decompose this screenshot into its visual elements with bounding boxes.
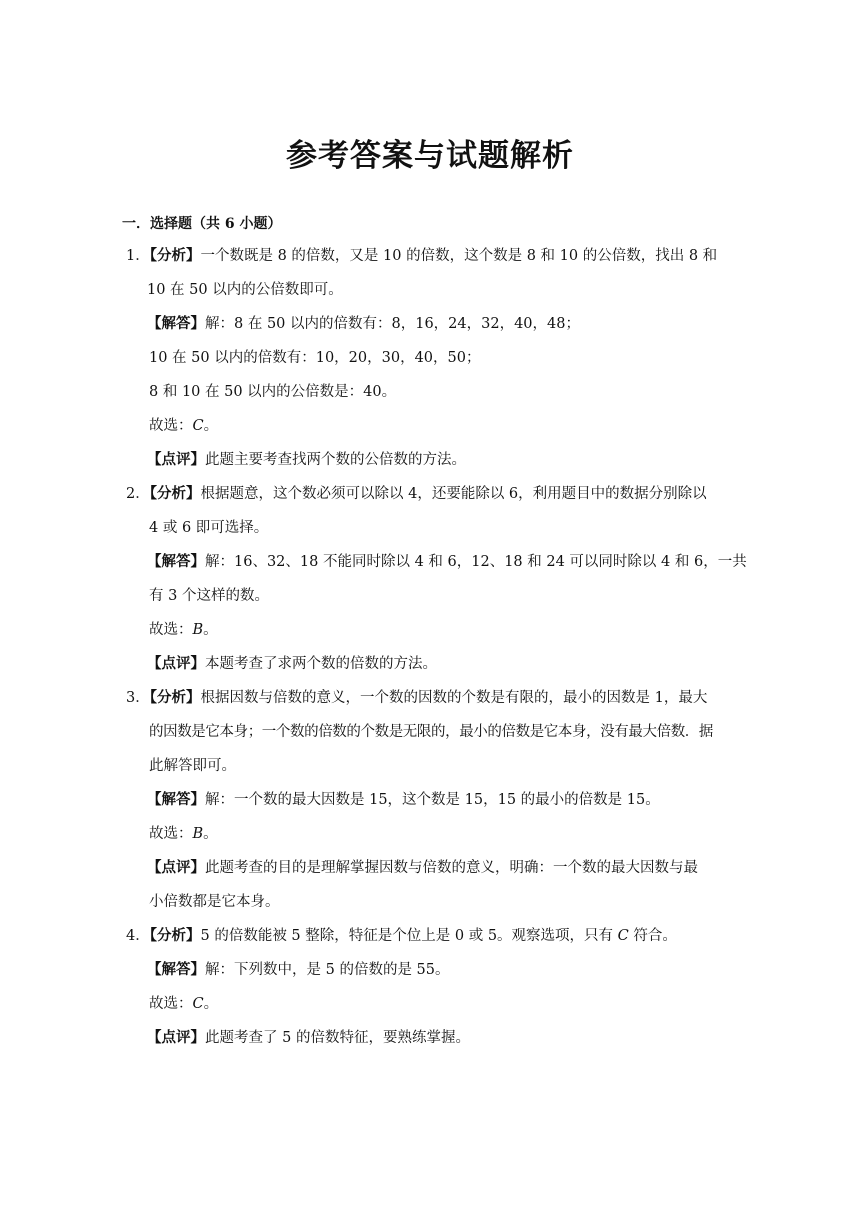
q3-solution-text: 解：一个数的最大因数是 15，这个数是 15，15 的最小的倍数是 15。 bbox=[205, 792, 660, 808]
page-title: 参考答案与试题解析 bbox=[286, 138, 574, 174]
q1-analysis-line-2: 10 在 50 以内的公倍数即可。 bbox=[147, 282, 343, 298]
q4-number: 4． bbox=[126, 928, 150, 944]
q2-solution-line-2: 有 3 个这样的数。 bbox=[149, 588, 269, 604]
q2-analysis-line-2: 4 或 6 即可选择。 bbox=[149, 520, 269, 536]
q4-solution-text: 解：下列数中，是 5 的倍数的是 55。 bbox=[205, 962, 450, 978]
q2-comment bbox=[147, 652, 437, 676]
q4-analysis-option: C bbox=[617, 928, 629, 944]
analysis-tag: 【分析】 bbox=[149, 485, 201, 502]
q1-analysis-line-1 bbox=[126, 244, 717, 268]
q2-analysis-line-1 bbox=[126, 482, 707, 506]
q2-solution-text: 解：16、32、18 不能同时除以 4 和 6，12、18 和 24 可以同时除以 4 和 6，一共 bbox=[205, 554, 747, 570]
comment-tag: 【点评】 bbox=[147, 1029, 205, 1046]
analysis-tag: 【分析】 bbox=[149, 247, 201, 264]
q4-choice bbox=[149, 992, 218, 1016]
choice-letter: C bbox=[192, 418, 204, 434]
choice-letter: B bbox=[192, 622, 204, 638]
choice-suffix: 。 bbox=[203, 418, 219, 434]
analysis-tag: 【分析】 bbox=[149, 927, 201, 944]
q3-solution-line-1 bbox=[147, 788, 660, 812]
choice-prefix: 故选： bbox=[149, 826, 193, 842]
q3-analysis-line-3: 此解答即可。 bbox=[149, 758, 236, 774]
q3-analysis-line-1 bbox=[126, 686, 707, 710]
q3-number: 3． bbox=[126, 690, 150, 706]
choice-letter: B bbox=[192, 826, 204, 842]
q4-comment-text: 此题考查了 5 的倍数特征，要熟练掌握。 bbox=[205, 1030, 470, 1046]
q4-analysis-text: 5 的倍数能被 5 整除，特征是个位上是 0 或 5。观察选项，只有 bbox=[200, 928, 618, 944]
q3-comment-line-2: 小倍数都是它本身。 bbox=[149, 894, 280, 910]
q3-comment-text: 此题考查的目的是理解掌握因数与倍数的意义，明确：一个数的最大因数与最 bbox=[205, 860, 698, 876]
q3-analysis-line-2: 的因数是它本身；一个数的倍数的个数是无限的，最小的倍数是它本身，没有最大倍数．据 bbox=[149, 724, 713, 740]
q1-solution-line-1 bbox=[147, 312, 580, 336]
comment-tag: 【点评】 bbox=[147, 859, 205, 876]
comment-tag: 【点评】 bbox=[147, 451, 205, 468]
analysis-tag: 【分析】 bbox=[149, 689, 201, 706]
choice-suffix: 。 bbox=[203, 996, 219, 1012]
q4-solution-line-1 bbox=[147, 958, 450, 982]
comment-tag: 【点评】 bbox=[147, 655, 205, 672]
choice-suffix: 。 bbox=[203, 826, 218, 842]
choice-prefix: 故选： bbox=[149, 996, 193, 1012]
q4-analysis-tail: 符合。 bbox=[628, 928, 677, 944]
q2-choice bbox=[149, 618, 218, 642]
solution-tag: 【解答】 bbox=[147, 553, 205, 570]
choice-prefix: 故选： bbox=[149, 622, 193, 638]
q1-comment bbox=[147, 448, 466, 472]
q1-solution-line-2: 10 在 50 以内的倍数有：10，20，30，40，50； bbox=[149, 350, 481, 366]
choice-suffix: 。 bbox=[203, 622, 218, 638]
choice-prefix: 故选： bbox=[149, 418, 193, 434]
q2-analysis-text: 根据题意，这个数必须可以除以 4，还要能除以 6，利用题目中的数据分别除以 bbox=[200, 486, 707, 502]
q1-solution-text: 解：8 在 50 以内的倍数有：8，16，24，32，40，48； bbox=[205, 316, 580, 332]
q1-solution-line-3: 8 和 10 在 50 以内的公倍数是：40。 bbox=[149, 384, 397, 400]
choice-letter: C bbox=[192, 996, 204, 1012]
q3-analysis-text: 根据因数与倍数的意义，一个数的因数的个数是有限的，最小的因数是 1，最大 bbox=[200, 690, 708, 706]
section-heading: 一．选择题（共 6 小题） bbox=[122, 216, 282, 232]
q2-comment-text: 本题考查了求两个数的倍数的方法。 bbox=[205, 656, 437, 672]
q1-comment-text: 此题主要考查找两个数的公倍数的方法。 bbox=[205, 452, 466, 468]
q3-comment-line-1 bbox=[147, 856, 698, 880]
q2-solution-line-1 bbox=[147, 550, 747, 574]
solution-tag: 【解答】 bbox=[147, 791, 205, 808]
q2-number: 2． bbox=[126, 486, 150, 502]
q1-number: 1． bbox=[126, 248, 150, 264]
q1-choice bbox=[149, 414, 218, 438]
q1-analysis-text: 一个数既是 8 的倍数，又是 10 的倍数，这个数是 8 和 10 的公倍数，找出 8 和 bbox=[200, 248, 718, 264]
q4-analysis-line-1 bbox=[126, 924, 677, 948]
q3-choice bbox=[149, 822, 218, 846]
solution-tag: 【解答】 bbox=[147, 315, 205, 332]
solution-tag: 【解答】 bbox=[147, 961, 205, 978]
q4-comment bbox=[147, 1026, 470, 1050]
